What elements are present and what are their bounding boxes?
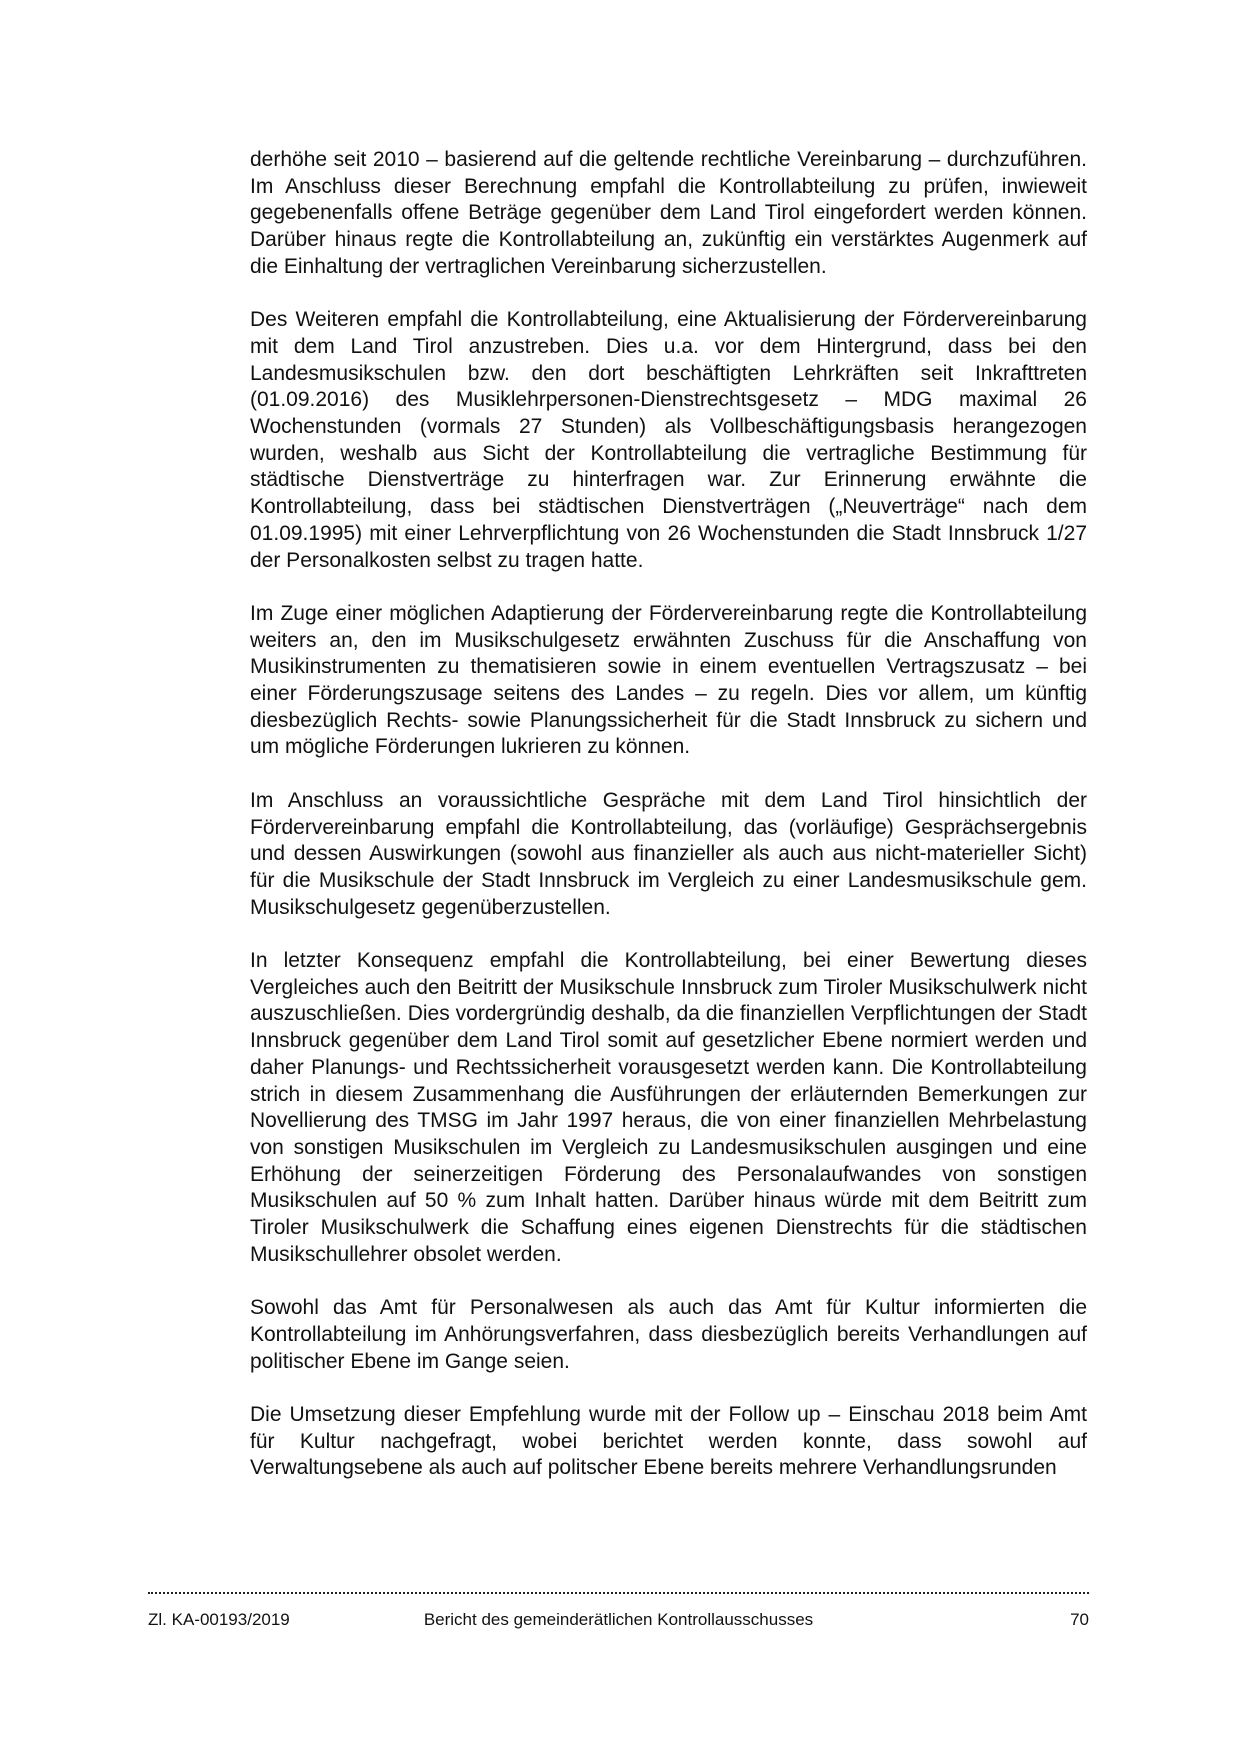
paragraph-stellungnahme: Sowohl das Amt für Personalwesen als auch das Amt für Kultur informierten die Kontrollabteilung im Anhörungsverfahren, dass diesbezüglich bereits Verhandlungen auf politischer Ebene im Gange seien. xyxy=(250,1296,1087,1373)
document-reference: Zl. KA-00193/2019 xyxy=(148,1610,290,1629)
paragraph-continuation: derhöhe seit 2010 – basierend auf die geltende rechtliche Vereinbarung – durchzuführen. Im Anschluss dieser Berechnung empfahl die Kontrollabteilung zu prüfen, inwieweit gegebenenfalls offene Beträge gegenüber dem Land Tirol eingefordert werden können. Darüber hinaus regte die Kontrollabteilung an, zukünftig ein verstärktes Augenmerk auf die Einhaltung der vertraglichen Vereinbarung sicherzustellen. xyxy=(250,148,1087,278)
paragraph-adaptierung: Im Zuge einer möglichen Adaptierung der Fördervereinbarung regte die Kontrollabteilung weiters an, den im Musikschulgesetz erwähnten Zuschuss für die Anschaffung von Musikinstrumenten zu thematisieren sowie in einem eventuellen Vertragszusatz – bei einer Förderungszusage seitens des Landes – zu regeln. Dies vor allem, um künftig diesbezüglich Rechts- sowie Planungssicherheit für die Stadt Innsbruck zu sichern und um mögliche Förderungen lukrieren zu können. xyxy=(250,601,1087,759)
footer-separator xyxy=(148,1592,1089,1594)
page-number: 70 xyxy=(1070,1610,1089,1629)
paragraph-konsequenz: In letzter Konsequenz empfahl die Kontrollabteilung, bei einer Bewertung dieses Vergleiches auch den Beitritt der Musikschule Innsbruck zum Tiroler Musikschulwerk nicht auszuschließen. Dies vordergründig deshalb, da die finanziellen Verpflichtungen der Stadt Innsbruck gegenüber dem Land Tirol somit auf gesetzlicher Ebene normiert werden und daher Planungs- und Rechtssicherheit vorausgesetzt werden kann. Die Kontrollabteilung strich in diesem Zusammenhang die Ausführungen der erläuternden Bemerkungen zur Novellierung des TMSG im Jahr 1997 heraus, die von einer finanziellen Mehrbelastung von sonstigen Musikschulen im Vergleich zu Landesmusikschulen ausgingen und eine Erhöhung der seinerzeitigen Förderung des Personalaufwandes von sonstigen Musikschulen auf 50 % zum Inhalt hatten. Darüber hinaus würde mit dem Beitritt zum Tiroler Musikschulwerk die Schaffung eines eigenen Dienstrechts für die städtischen Musikschullehrer obsolet werden. xyxy=(250,949,1087,1266)
report-title: Bericht des gemeinderätlichen Kontrollausschusses xyxy=(423,1610,814,1629)
body-text xyxy=(250,147,1087,1482)
paragraph-umsetzung: Die Umsetzung dieser Empfehlung wurde mit der Follow up – Einschau 2018 beim Amt für Kultur nachgefragt, wobei berichtet werden konnte, dass sowohl auf Verwaltungsebene als auch auf politscher Ebene bereits mehrere Verhandlungsrunden xyxy=(250,1402,1087,1480)
paragraph-foerdervereinbarung: Des Weiteren empfahl die Kontrollabteilung, eine Aktualisierung der Fördervereinbarung mit dem Land Tirol anzustreben. Dies u.a. vor dem Hintergrund, dass bei den Landesmusikschulen bzw. den dort beschäftigten Lehrkräften seit Inkrafttreten (01.09.2016) des Musiklehrpersonen-Dienstrechtsgesetz – MDG maximal 26 Wochenstunden (vormals 27 Stunden) als Vollbeschäftigungsbasis herangezogen wurden, weshalb aus Sicht der Kontrollabteilung die vertragliche Bestimmung für städtische Dienstverträge zu hinterfragen war. Zur Erinnerung erwähnte die Kontrollabteilung, dass bei städtischen Dienstverträgen („Neuverträge“ nach dem 01.09.1995) mit einer Lehrverpflichtung von 26 Wochenstunden die Stadt Innsbruck 1/27 der Personalkosten selbst zu tragen hatte. xyxy=(250,308,1087,572)
paragraph-gespraeche: Im Anschluss an voraussichtliche Gespräche mit dem Land Tirol hinsichtlich der Fördervereinbarung empfahl die Kontrollabteilung, das (vorläufige) Gesprächsergebnis und dessen Auswirkungen (sowohl aus finanzieller als auch aus nicht-materieller Sicht) für die Musikschule der Stadt Innsbruck im Vergleich zu einer Landesmusikschule gem. Musikschulgesetz gegenüberzustellen. xyxy=(250,788,1087,919)
